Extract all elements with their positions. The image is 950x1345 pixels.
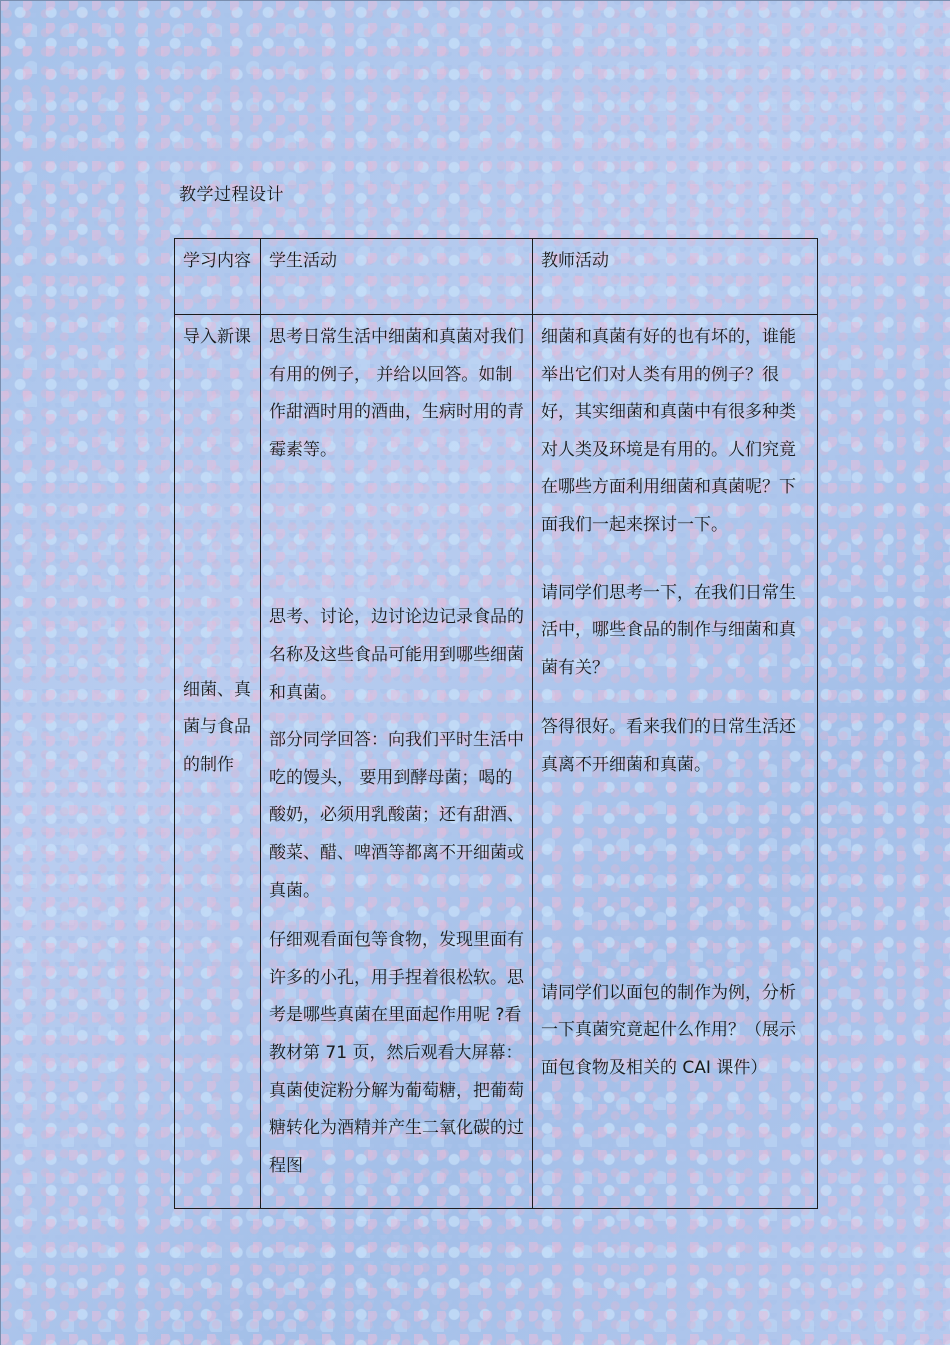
teacher-paragraph: 答得很好。看来我们的日常生活还真离不开细菌和真菌。 <box>541 717 796 775</box>
teacher-paragraph: 请同学们思考一下，在我们日常生活中，哪些食品的制作与细菌和真菌有关？ <box>541 582 796 678</box>
header-topic-label: 学习内容 <box>183 251 251 271</box>
header-student-label: 学生活动 <box>269 251 337 271</box>
topic-cell <box>175 315 261 1209</box>
header-cell-student <box>261 239 533 315</box>
student-paragraph: 思考、讨论，边讨论边记录食品的名称及这些食品可能用到哪些细菌和真菌。 <box>269 607 524 703</box>
header-teacher-label: 教师活动 <box>541 251 609 271</box>
lesson-process-table <box>174 238 818 1209</box>
teacher-activity-cell <box>533 315 818 1209</box>
table-header-row <box>175 239 818 315</box>
student-paragraph: 部分同学回答：向我们平时生活中吃的馒头， 要用到酵母菌；喝的酸奶，必须用乳酸菌；还有甜酒、酸菜、醋、啤酒等都离不开细菌或真菌。 <box>269 730 524 901</box>
teacher-paragraph: 细菌和真菌有好的也有坏的，谁能举出它们对人类有用的例子？很好，其实细菌和真菌中有很多种类对人类及环境是有用的。人们究竟在哪些方面利用细菌和真菌呢？下面我们一起来探讨一下。 <box>541 327 796 535</box>
table-body-row <box>175 315 818 1209</box>
teacher-paragraph: 请同学们以面包的制作为例，分析一下真菌究竟起什么作用？（展示面包食物及相关的 CAI 课件） <box>541 982 796 1078</box>
topic-intro: 导入新课 <box>183 327 251 347</box>
student-paragraph: 思考日常生活中细菌和真菌对我们有用的例子， 并给以回答。如制作甜酒时用的酒曲，生病时用的青霉素等。 <box>269 327 524 460</box>
section-heading: 教学过程设计 <box>179 185 284 205</box>
student-paragraph: 仔细观看面包等食物，发现里面有许多的小孔，用手捏着很松软。思考是哪些真菌在里面起作用呢 ?看教材第 71 页，然后观看大屏幕：真菌使淀粉分解为葡萄糖，把葡萄糖转化为酒精并产生二氧化碳的过程图 <box>269 930 524 1176</box>
student-activity-cell <box>261 315 533 1209</box>
header-cell-teacher <box>533 239 818 315</box>
header-cell-topic <box>175 239 261 315</box>
topic-food-making: 细菌、真菌与食品的制作 <box>183 679 251 775</box>
